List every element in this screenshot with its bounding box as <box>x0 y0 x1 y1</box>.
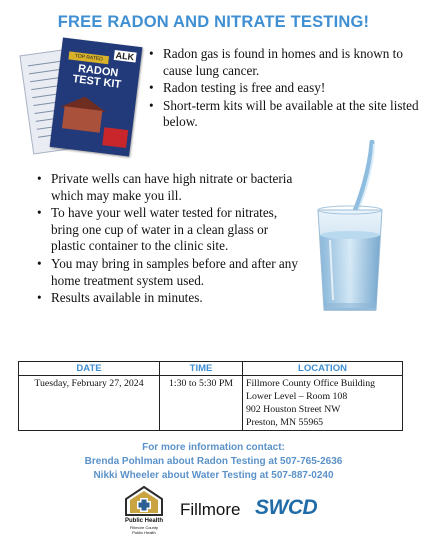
radon-bullet-list <box>148 46 423 132</box>
public-health-subtitle-2: Public Health <box>132 530 156 535</box>
house-shape <box>62 106 102 132</box>
contact-heading: For more information contact: <box>142 442 285 453</box>
location-line: Preston, MN 55965 <box>246 417 324 428</box>
public-health-title: Public Health <box>124 518 163 524</box>
schedule-table <box>18 361 403 431</box>
date-cell: Tuesday, February 27, 2024 <box>19 376 160 431</box>
location-line: Lower Level – Room 108 <box>246 391 348 402</box>
public-health-subtitle: Fillmore County <box>129 525 158 530</box>
location-line: Fillmore County Office Building <box>246 378 376 389</box>
column-header-time: TIME <box>160 362 243 376</box>
list-item: • You may bring in samples before and after any home treatment system used. <box>36 256 301 289</box>
public-health-text <box>114 518 174 535</box>
contact-info <box>0 441 427 483</box>
table-header-row <box>19 362 403 376</box>
page-title: FREE RADON AND NITRATE TESTING! <box>57 13 370 31</box>
radon-test-kit-image <box>26 42 142 160</box>
kit-box <box>50 38 143 157</box>
nitrate-bullet-list <box>36 171 301 308</box>
location-cell <box>243 376 403 431</box>
contact-radon: Brenda Pohlman about Radon Testing at 507-765-2636 <box>84 456 343 467</box>
kit-brand: ALK <box>115 50 135 63</box>
fillmore-logo-text: Fillmore <box>180 500 241 519</box>
column-header-date: DATE <box>19 362 160 376</box>
location-line: 902 Houston Street NW <box>246 404 341 415</box>
list-item: • To have your well water tested for nitrates, bring one cup of water in a clean glass or plastic container to the clinic site. <box>36 205 301 255</box>
kit-red-label <box>102 127 128 148</box>
contact-water: Nikki Wheeler about Water Testing at 507-887-0240 <box>93 470 334 481</box>
list-item: • Radon gas is found in homes and is known to cause lung cancer. <box>148 46 423 79</box>
kit-tag: TOP RATED <box>68 51 109 64</box>
water-glass-image <box>300 140 400 320</box>
time-cell: 1:30 to 5:30 PM <box>160 376 243 431</box>
kit-name: RADON TEST KIT <box>71 62 122 91</box>
table-row <box>19 376 403 431</box>
swcd-logo-text: SWCD <box>255 496 318 519</box>
list-item: • Results available in minutes. <box>36 290 301 307</box>
list-item: • Private wells can have high nitrate or bacteria which may make you ill. <box>36 171 301 204</box>
list-item: • Short-term kits will be available at the site listed below. <box>148 98 423 131</box>
column-header-location: LOCATION <box>243 362 403 376</box>
list-item: • Radon testing is free and easy! <box>148 80 423 97</box>
